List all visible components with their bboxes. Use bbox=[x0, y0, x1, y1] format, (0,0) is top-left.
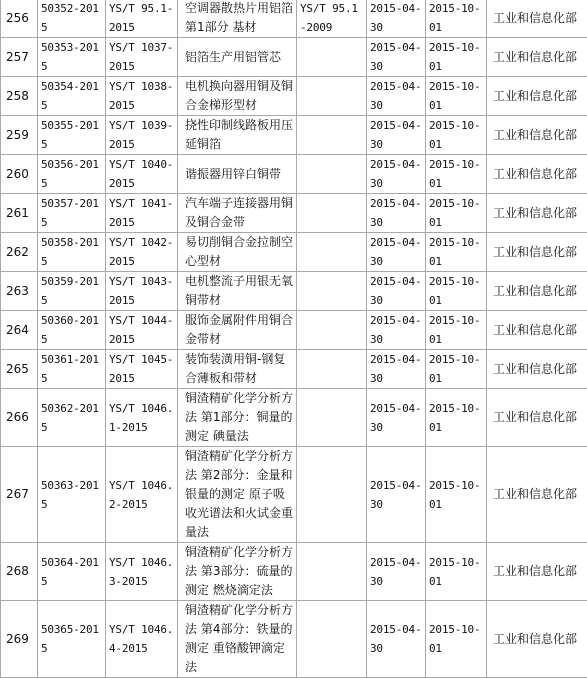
row-number: 263 bbox=[1, 272, 38, 311]
effective-date: 2015-10-01 bbox=[426, 389, 487, 447]
issuing-department: 工业和信息化部 bbox=[487, 350, 587, 389]
table-row bbox=[1, 272, 587, 311]
serial-number: 50359-2015 bbox=[38, 272, 106, 311]
standard-name: 铜渣精矿化学分析方法 第1部分：铜量的测定 碘量法 bbox=[178, 389, 297, 447]
table-row bbox=[1, 155, 587, 194]
row-number: 258 bbox=[1, 77, 38, 116]
effective-date: 2015-10-01 bbox=[426, 38, 487, 77]
issuing-department: 工业和信息化部 bbox=[487, 116, 587, 155]
replaced-standard bbox=[297, 389, 367, 447]
replaced-standard bbox=[297, 447, 367, 543]
row-number: 259 bbox=[1, 116, 38, 155]
standard-name: 谐振器用锌白铜带 bbox=[178, 155, 297, 194]
effective-date: 2015-10-01 bbox=[426, 447, 487, 543]
approval-date: 2015-04-30 bbox=[367, 233, 426, 272]
approval-date: 2015-04-30 bbox=[367, 194, 426, 233]
effective-date: 2015-10-01 bbox=[426, 233, 487, 272]
serial-number: 50356-2015 bbox=[38, 155, 106, 194]
standard-name: 挠性印制线路板用压延铜箔 bbox=[178, 116, 297, 155]
serial-number: 50364-2015 bbox=[38, 543, 106, 601]
standard-name: 铜渣精矿化学分析方法 第3部分：硫量的测定 燃烧滴定法 bbox=[178, 543, 297, 601]
row-number: 268 bbox=[1, 543, 38, 601]
row-number: 267 bbox=[1, 447, 38, 543]
row-number: 257 bbox=[1, 38, 38, 77]
issuing-department: 工业和信息化部 bbox=[487, 601, 587, 678]
approval-date: 2015-04-30 bbox=[367, 447, 426, 543]
replaced-standard bbox=[297, 38, 367, 77]
table-row bbox=[1, 447, 587, 543]
table-row bbox=[1, 350, 587, 389]
approval-date: 2015-04-30 bbox=[367, 116, 426, 155]
row-number: 256 bbox=[1, 0, 38, 38]
table-row bbox=[1, 311, 587, 350]
effective-date: 2015-10-01 bbox=[426, 116, 487, 155]
standard-code: YS/T 1046.4-2015 bbox=[106, 601, 178, 678]
standard-code: YS/T 1041-2015 bbox=[106, 194, 178, 233]
effective-date: 2015-10-01 bbox=[426, 311, 487, 350]
issuing-department: 工业和信息化部 bbox=[487, 77, 587, 116]
effective-date: 2015-10-01 bbox=[426, 77, 487, 116]
serial-number: 50357-2015 bbox=[38, 194, 106, 233]
replaced-standard: YS/T 95.1-2009 bbox=[297, 0, 367, 38]
row-number: 264 bbox=[1, 311, 38, 350]
effective-date: 2015-10-01 bbox=[426, 350, 487, 389]
approval-date: 2015-04-30 bbox=[367, 601, 426, 678]
standard-name: 电机整流子用银无氧铜带材 bbox=[178, 272, 297, 311]
approval-date: 2015-04-30 bbox=[367, 272, 426, 311]
replaced-standard bbox=[297, 543, 367, 601]
standard-name: 铝箔生产用铝管芯 bbox=[178, 38, 297, 77]
table-row bbox=[1, 543, 587, 601]
standard-code: YS/T 1044-2015 bbox=[106, 311, 178, 350]
serial-number: 50361-2015 bbox=[38, 350, 106, 389]
standard-code: YS/T 1046.3-2015 bbox=[106, 543, 178, 601]
table-row bbox=[1, 116, 587, 155]
issuing-department: 工业和信息化部 bbox=[487, 155, 587, 194]
effective-date: 2015-10-01 bbox=[426, 155, 487, 194]
standard-code: YS/T 1040-2015 bbox=[106, 155, 178, 194]
serial-number: 50354-2015 bbox=[38, 77, 106, 116]
standard-name: 易切削铜合金拉制空心型材 bbox=[178, 233, 297, 272]
effective-date: 2015-10-01 bbox=[426, 601, 487, 678]
approval-date: 2015-04-30 bbox=[367, 311, 426, 350]
issuing-department: 工业和信息化部 bbox=[487, 447, 587, 543]
serial-number: 50355-2015 bbox=[38, 116, 106, 155]
effective-date: 2015-10-01 bbox=[426, 0, 487, 38]
issuing-department: 工业和信息化部 bbox=[487, 38, 587, 77]
standard-name: 服饰金属附件用铜合金带材 bbox=[178, 311, 297, 350]
standard-code: YS/T 1046.2-2015 bbox=[106, 447, 178, 543]
issuing-department: 工业和信息化部 bbox=[487, 543, 587, 601]
table-row bbox=[1, 38, 587, 77]
row-number: 262 bbox=[1, 233, 38, 272]
standard-code: YS/T 1046.1-2015 bbox=[106, 389, 178, 447]
approval-date: 2015-04-30 bbox=[367, 0, 426, 38]
effective-date: 2015-10-01 bbox=[426, 272, 487, 311]
effective-date: 2015-10-01 bbox=[426, 194, 487, 233]
serial-number: 50362-2015 bbox=[38, 389, 106, 447]
table-row bbox=[1, 0, 587, 38]
serial-number: 50358-2015 bbox=[38, 233, 106, 272]
issuing-department: 工业和信息化部 bbox=[487, 389, 587, 447]
replaced-standard bbox=[297, 311, 367, 350]
replaced-standard bbox=[297, 194, 367, 233]
row-number: 261 bbox=[1, 194, 38, 233]
issuing-department: 工业和信息化部 bbox=[487, 311, 587, 350]
row-number: 260 bbox=[1, 155, 38, 194]
issuing-department: 工业和信息化部 bbox=[487, 233, 587, 272]
replaced-standard bbox=[297, 350, 367, 389]
replaced-standard bbox=[297, 272, 367, 311]
replaced-standard bbox=[297, 77, 367, 116]
standard-code: YS/T 1038-2015 bbox=[106, 77, 178, 116]
standard-code: YS/T 1045-2015 bbox=[106, 350, 178, 389]
approval-date: 2015-04-30 bbox=[367, 38, 426, 77]
replaced-standard bbox=[297, 233, 367, 272]
table-row bbox=[1, 389, 587, 447]
standard-name: 空调器散热片用铝箔第1部分 基材 bbox=[178, 0, 297, 38]
approval-date: 2015-04-30 bbox=[367, 543, 426, 601]
row-number: 269 bbox=[1, 601, 38, 678]
standard-name: 铜渣精矿化学分析方法 第2部分：金量和银量的测定 原子吸收光谱法和火试金重量法 bbox=[178, 447, 297, 543]
replaced-standard bbox=[297, 601, 367, 678]
standard-code: YS/T 1039-2015 bbox=[106, 116, 178, 155]
serial-number: 50363-2015 bbox=[38, 447, 106, 543]
row-number: 265 bbox=[1, 350, 38, 389]
approval-date: 2015-04-30 bbox=[367, 77, 426, 116]
approval-date: 2015-04-30 bbox=[367, 389, 426, 447]
replaced-standard bbox=[297, 155, 367, 194]
table-row bbox=[1, 601, 587, 678]
standard-code: YS/T 1037-2015 bbox=[106, 38, 178, 77]
approval-date: 2015-04-30 bbox=[367, 155, 426, 194]
standard-name: 装饰装潢用铜-钢复合薄板和带材 bbox=[178, 350, 297, 389]
standard-name: 铜渣精矿化学分析方法 第4部分：铁量的测定 重铬酸钾滴定法 bbox=[178, 601, 297, 678]
issuing-department: 工业和信息化部 bbox=[487, 0, 587, 38]
standard-code: YS/T 1043-2015 bbox=[106, 272, 178, 311]
issuing-department: 工业和信息化部 bbox=[487, 194, 587, 233]
table-row bbox=[1, 233, 587, 272]
standard-name: 电机换向器用铜及铜合金梯形型材 bbox=[178, 77, 297, 116]
standard-code: YS/T 1042-2015 bbox=[106, 233, 178, 272]
standard-name: 汽车端子连接器用铜及铜合金带 bbox=[178, 194, 297, 233]
table-row bbox=[1, 77, 587, 116]
issuing-department: 工业和信息化部 bbox=[487, 272, 587, 311]
effective-date: 2015-10-01 bbox=[426, 543, 487, 601]
approval-date: 2015-04-30 bbox=[367, 350, 426, 389]
serial-number: 50353-2015 bbox=[38, 38, 106, 77]
replaced-standard bbox=[297, 116, 367, 155]
table-row bbox=[1, 194, 587, 233]
standard-code: YS/T 95.1-2015 bbox=[106, 0, 178, 38]
serial-number: 50360-2015 bbox=[38, 311, 106, 350]
serial-number: 50352-2015 bbox=[38, 0, 106, 38]
serial-number: 50365-2015 bbox=[38, 601, 106, 678]
row-number: 266 bbox=[1, 389, 38, 447]
